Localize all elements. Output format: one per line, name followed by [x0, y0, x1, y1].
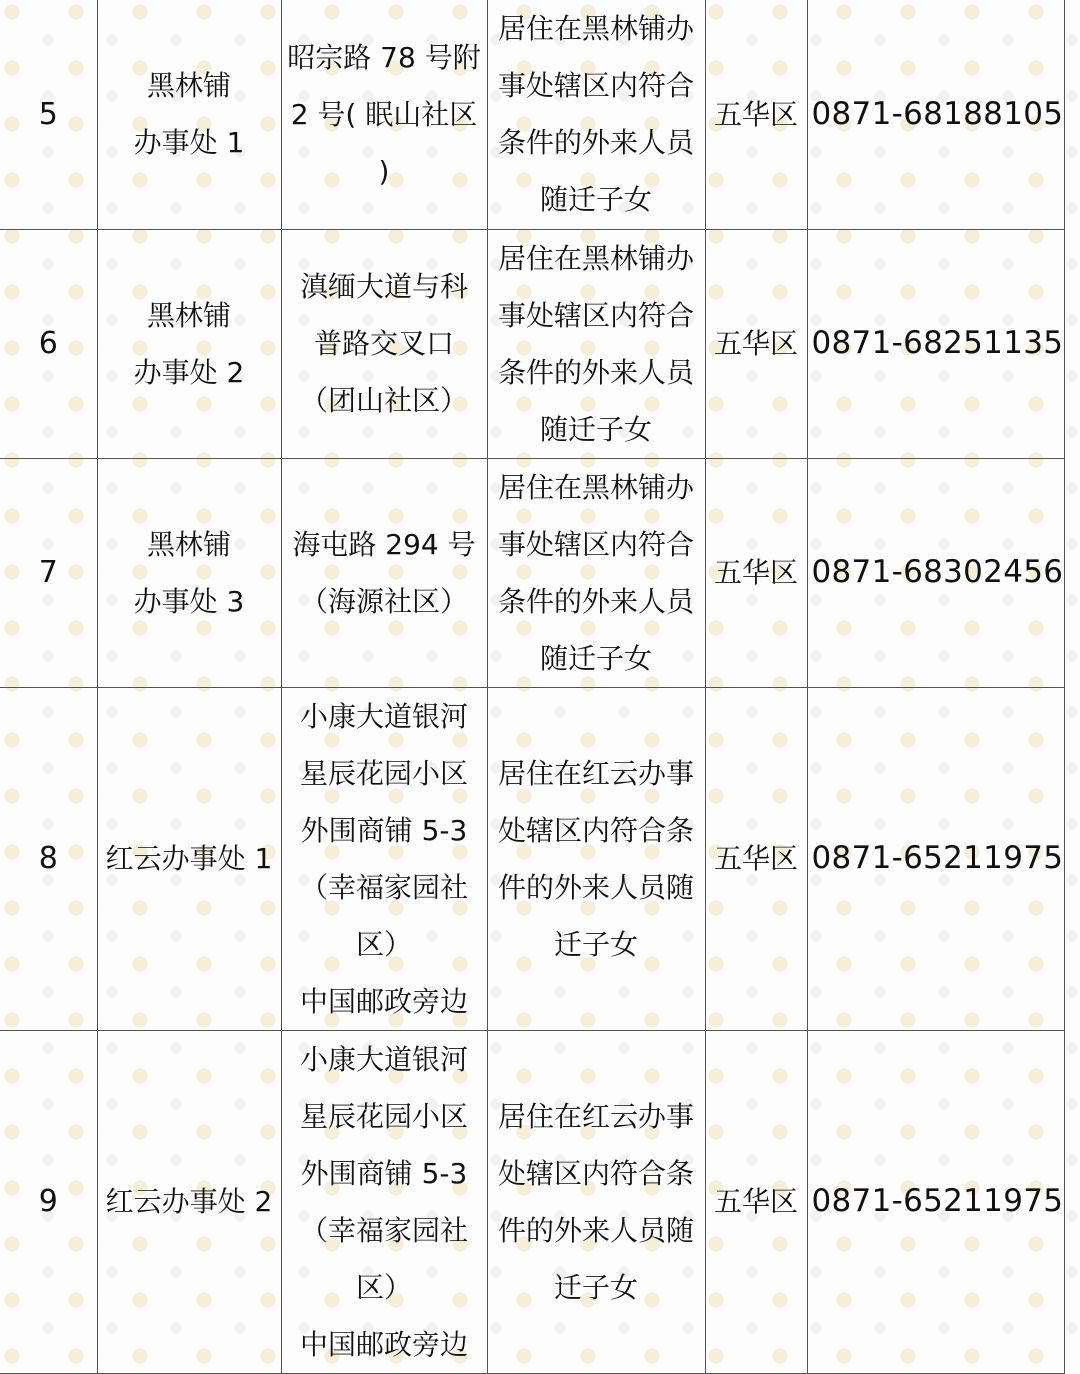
phone-number: 0871-65211975	[807, 1030, 1064, 1373]
office-name: 黑林铺 办事处 1	[97, 0, 281, 229]
table-row	[0, 458, 1064, 687]
row-number: 9	[0, 1030, 97, 1373]
row-number: 5	[0, 0, 97, 229]
phone-number: 0871-68251135	[807, 229, 1064, 458]
district: 五华区	[705, 458, 807, 687]
office-address: 小康大道银河 星辰花园小区 外围商铺 5-3 （幸福家园社 区） 中国邮政旁边	[281, 687, 487, 1030]
row-number: 8	[0, 687, 97, 1030]
office-name: 黑林铺 办事处 3	[97, 458, 281, 687]
service-scope: 居住在黑林铺办 事处辖区内符合 条件的外来人员 随迁子女	[487, 458, 705, 687]
service-scope: 居住在红云办事 处辖区内符合条 件的外来人员随 迁子女	[487, 1030, 705, 1373]
office-address: 小康大道银河 星辰花园小区 外围商铺 5-3 （幸福家园社 区） 中国邮政旁边	[281, 1030, 487, 1373]
office-address: 海屯路 294 号 （海源社区）	[281, 458, 487, 687]
office-address: 昭宗路 78 号附 2 号( 眠山社区 )	[281, 0, 487, 229]
service-scope: 居住在黑林铺办 事处辖区内符合 条件的外来人员 随迁子女	[487, 0, 705, 229]
row-number: 6	[0, 229, 97, 458]
office-name: 黑林铺 办事处 2	[97, 229, 281, 458]
table-row	[0, 229, 1064, 458]
phone-number: 0871-68302456	[807, 458, 1064, 687]
phone-number: 0871-68188105	[807, 0, 1064, 229]
district: 五华区	[705, 687, 807, 1030]
table-row	[0, 687, 1064, 1030]
row-number: 7	[0, 458, 97, 687]
office-name: 红云办事处 2	[97, 1030, 281, 1373]
district: 五华区	[705, 1030, 807, 1373]
phone-number: 0871-65211975	[807, 687, 1064, 1030]
service-scope: 居住在红云办事 处辖区内符合条 件的外来人员随 迁子女	[487, 687, 705, 1030]
district: 五华区	[705, 0, 807, 229]
office-name: 红云办事处 1	[97, 687, 281, 1030]
service-scope: 居住在黑林铺办 事处辖区内符合 条件的外来人员 随迁子女	[487, 229, 705, 458]
district: 五华区	[705, 229, 807, 458]
office-address: 滇缅大道与科 普路交叉口 （团山社区）	[281, 229, 487, 458]
table-row	[0, 1030, 1064, 1373]
table-row	[0, 0, 1064, 229]
